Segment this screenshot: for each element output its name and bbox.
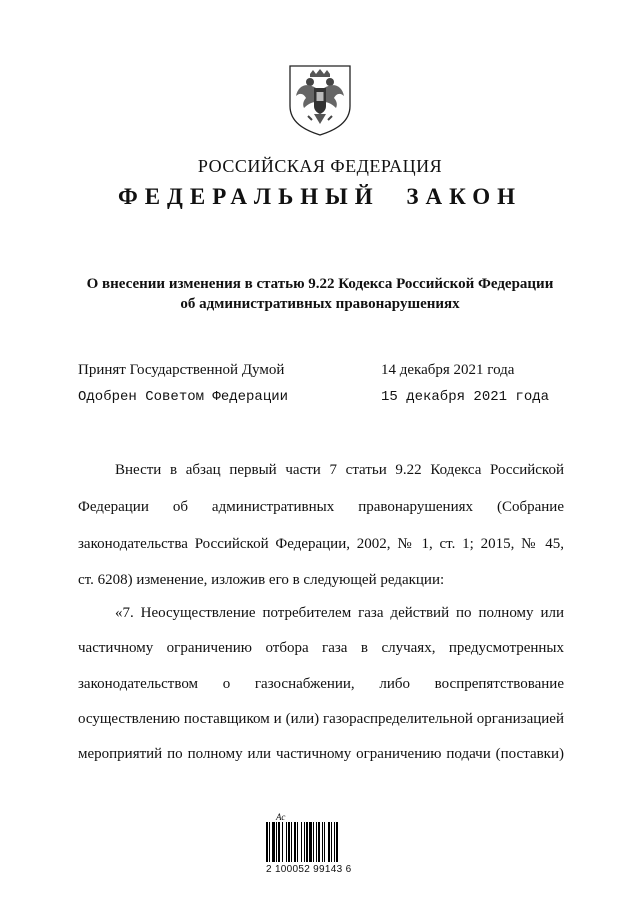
law-title [60, 274, 580, 314]
duma-adoption-label: Принят Государственной Думой [78, 362, 285, 378]
body-line-4: ст. 6208) изменение, изложив его в следующей редакции: [78, 572, 445, 588]
body-line-3: законодательства Российской Федерации, 2002, № 1, ст. 1; 2015, № 45, [78, 536, 564, 552]
council-approval-label: Одобрен Советом Федерации [78, 389, 289, 405]
law-title-line-2: об административных правонарушениях [180, 296, 460, 312]
body-line-6: частичному ограничению отбора газа в случаях, предусмотренных [78, 640, 564, 656]
barcode-number: 2 100052 99143 6 [266, 864, 352, 875]
council-approval-date: 15 декабря 2021 года [381, 389, 550, 405]
body-line-1: Внести в абзац первый части 7 статьи 9.22 Кодекса Российской [115, 462, 564, 478]
body-line-7: законодательством о газоснабжении, либо воспрепятствование [78, 676, 564, 692]
barcode [264, 822, 362, 862]
duma-adoption-date: 14 декабря 2021 года [381, 362, 515, 378]
coat-of-arms-emblem [286, 62, 354, 137]
body-line-2: Федерации об административных правонарушениях (Собрание [78, 499, 564, 515]
body-line-5: «7. Неосуществление потребителем газа действий по полному или [115, 605, 564, 621]
law-title-line-1: О внесении изменения в статью 9.22 Кодекса Российской Федерации [86, 276, 554, 292]
body-line-9: мероприятий по полному или частичному ограничению подачи (поставки) [78, 746, 564, 762]
country-heading: РОССИЙСКАЯ ФЕДЕРАЦИЯ [197, 156, 443, 176]
handwritten-mark: Ас [276, 812, 286, 822]
law-type-heading: ФЕДЕРАЛЬНЫЙ ЗАКОН [117, 184, 523, 209]
body-line-8: осуществлению поставщиком и (или) газораспределительной организацией [78, 711, 564, 727]
